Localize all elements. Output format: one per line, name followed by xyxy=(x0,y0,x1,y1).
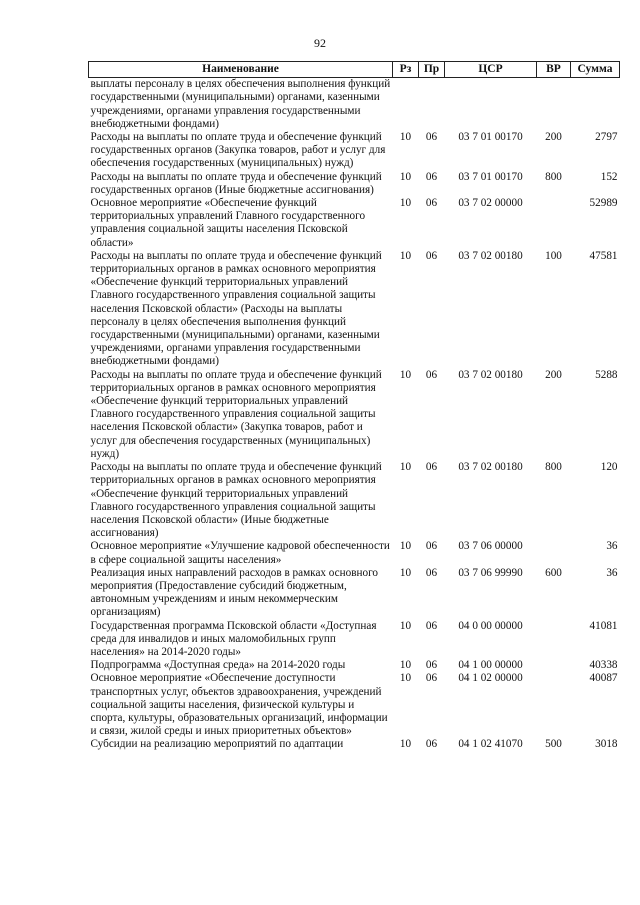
cell-csr: 04 1 02 00000 xyxy=(458,672,523,685)
cell-sum: 41081 xyxy=(589,619,618,632)
cell-pr: 06 xyxy=(425,738,438,751)
cell-name: Подпрограмма «Доступная среда» на 2014-2020 годы xyxy=(90,659,346,672)
cell-name: Государственная программа Псковской области «Доступная среда для инвалидов и иных маломобильных групп населения» на 2014-2020 годы» xyxy=(90,619,377,658)
header-rz: Рз xyxy=(393,62,419,78)
cell-sum: 152 xyxy=(600,170,618,183)
cell-rz: 10 xyxy=(399,197,412,210)
cell-rz: 10 xyxy=(399,672,412,685)
cell-sum: 2797 xyxy=(595,131,618,144)
cell-vr xyxy=(537,78,571,131)
cell-name: Расходы на выплаты по оплате труда и обеспечение функций территориальных органов в рамках основного мероприятия «Обеспечение функций территориальных управлений Главного государственного управления социальной защиты населения Псковской области» (Закупка товаров, работ и услуг для обеспечения государственных (муниципальных) нужд) xyxy=(90,368,382,460)
table-header xyxy=(89,62,620,78)
budget-table xyxy=(88,61,620,752)
cell-rz: 10 xyxy=(399,540,412,553)
cell-name: Расходы на выплаты по оплате труда и обеспечение функций территориальных органов в рамках основного мероприятия «Обеспечение функций территориальных управлений Главного государственного управления социальной защиты населения Псковской области» (Иные бюджетные ассигнования) xyxy=(90,461,382,540)
cell-rz: 10 xyxy=(399,619,412,632)
cell-rz: 10 xyxy=(399,738,412,751)
cell-csr: 03 7 02 00000 xyxy=(458,197,523,210)
cell-rz: 10 xyxy=(399,566,412,579)
table-row xyxy=(89,461,620,540)
table-row xyxy=(89,738,620,751)
cell-sum: 52989 xyxy=(589,197,618,210)
cell-rz: 10 xyxy=(399,461,412,474)
cell-csr: 04 0 00 00000 xyxy=(458,619,523,632)
cell-pr: 06 xyxy=(425,197,438,210)
cell-name: Реализация иных направлений расходов в рамках основного мероприятия (Предоставление субсидий бюджетным, автономным учреждениям и иным некоммерческим организациям) xyxy=(90,566,378,619)
table-row xyxy=(89,369,620,461)
cell-pr: 06 xyxy=(425,368,438,381)
table-row xyxy=(89,672,620,738)
table-body xyxy=(89,78,620,752)
cell-name: Субсидии на реализацию мероприятий по адаптации xyxy=(90,738,344,751)
cell-pr: 06 xyxy=(425,170,438,183)
cell-vr xyxy=(537,659,571,672)
cell-name: выплаты персоналу в целях обеспечения выполнения функций государственными (муниципальными) органами, казенными учреждениями, органами управления государственными внебюджетными фондами) xyxy=(90,78,391,130)
cell-name: Расходы на выплаты по оплате труда и обеспечение функций государственных органов (Иные бюджетные ассигнования) xyxy=(90,170,382,196)
table-row xyxy=(89,197,620,250)
table-row xyxy=(89,620,620,660)
cell-vr xyxy=(537,540,571,566)
cell-vr: 800 xyxy=(545,461,562,474)
cell-sum: 40087 xyxy=(589,672,618,685)
cell-rz: 10 xyxy=(399,131,412,144)
cell-pr: 06 xyxy=(425,619,438,632)
cell-csr: 04 1 02 41070 xyxy=(458,738,523,751)
cell-pr: 06 xyxy=(425,249,438,262)
cell-pr: 06 xyxy=(425,659,438,672)
page-number: 92 xyxy=(314,36,326,50)
cell-pr: 06 xyxy=(425,461,438,474)
cell-csr: 03 7 02 00180 xyxy=(458,249,523,262)
table-row xyxy=(89,567,620,620)
cell-csr: 03 7 02 00180 xyxy=(458,461,523,474)
cell-rz: 10 xyxy=(399,249,412,262)
table-row xyxy=(89,250,620,369)
cell-csr: 03 7 01 00170 xyxy=(458,170,523,183)
table-row xyxy=(89,78,620,131)
cell-csr: 03 7 02 00180 xyxy=(458,368,523,381)
cell-pr: 06 xyxy=(425,131,438,144)
cell-name: Расходы на выплаты по оплате труда и обеспечение функций государственных органов (Закупка товаров, работ и услуг для обеспечения государственных (муниципальных) нужд) xyxy=(90,131,386,170)
cell-vr: 500 xyxy=(545,738,562,751)
cell-pr xyxy=(419,78,445,131)
cell-sum xyxy=(571,78,620,131)
cell-sum: 5288 xyxy=(595,368,618,381)
cell-rz: 10 xyxy=(399,659,412,672)
header-sum: Сумма xyxy=(571,62,620,78)
cell-name: Основное мероприятие «Улучшение кадровой обеспеченности в сфере социальной защиты населения» xyxy=(90,540,390,566)
cell-pr: 06 xyxy=(425,540,438,553)
cell-sum: 3018 xyxy=(595,738,618,751)
cell-csr: 04 1 00 00000 xyxy=(458,659,523,672)
cell-name: Основное мероприятие «Обеспечение функций территориальных управлений Главного государственного управления социальной защиты населения Псковской области» xyxy=(90,197,366,249)
cell-vr: 100 xyxy=(545,249,562,262)
cell-vr: 200 xyxy=(545,368,562,381)
header-csr: ЦСР xyxy=(445,62,537,78)
cell-vr: 800 xyxy=(545,170,562,183)
table-row xyxy=(89,171,620,197)
cell-csr: 03 7 06 00000 xyxy=(458,540,523,553)
header-vr: ВР xyxy=(537,62,571,78)
cell-sum: 120 xyxy=(600,461,618,474)
cell-vr: 200 xyxy=(545,131,562,144)
header-name: Наименование xyxy=(89,62,393,78)
cell-vr: 600 xyxy=(545,566,562,579)
cell-pr: 06 xyxy=(425,566,438,579)
cell-rz: 10 xyxy=(399,368,412,381)
cell-rz: 10 xyxy=(399,170,412,183)
cell-vr xyxy=(537,197,571,250)
cell-pr: 06 xyxy=(425,672,438,685)
table-row xyxy=(89,131,620,171)
cell-rz xyxy=(393,78,419,131)
cell-csr xyxy=(445,78,537,131)
header-pr: Пр xyxy=(419,62,445,78)
cell-csr: 03 7 01 00170 xyxy=(458,131,523,144)
table-row xyxy=(89,540,620,566)
cell-csr: 03 7 06 99990 xyxy=(458,566,523,579)
cell-sum: 36 xyxy=(606,540,618,553)
cell-name: Расходы на выплаты по оплате труда и обеспечение функций территориальных органов в рамках основного мероприятия «Обеспечение функций территориальных управлений Главного государственного управления социальной защиты населения Псковской области» (Расходы на выплаты персоналу в целях обеспечения выполнения функций государственными (муниципальными) органами, казенными учреждениями, органами управления государственными внебюджетными фондами) xyxy=(90,249,382,368)
cell-sum: 36 xyxy=(606,566,618,579)
cell-vr xyxy=(537,620,571,660)
cell-sum: 47581 xyxy=(589,249,618,262)
cell-vr xyxy=(537,672,571,738)
table-row xyxy=(89,659,620,672)
cell-sum: 40338 xyxy=(589,659,618,672)
cell-name: Основное мероприятие «Обеспечение доступности транспортных услуг, объектов здравоохранения, учреждений социальной защиты населения, физической культуры и спорта, культуры, образовательных организаций, информации и связи, жилой среды и иных приоритетных объектов» xyxy=(90,672,388,738)
